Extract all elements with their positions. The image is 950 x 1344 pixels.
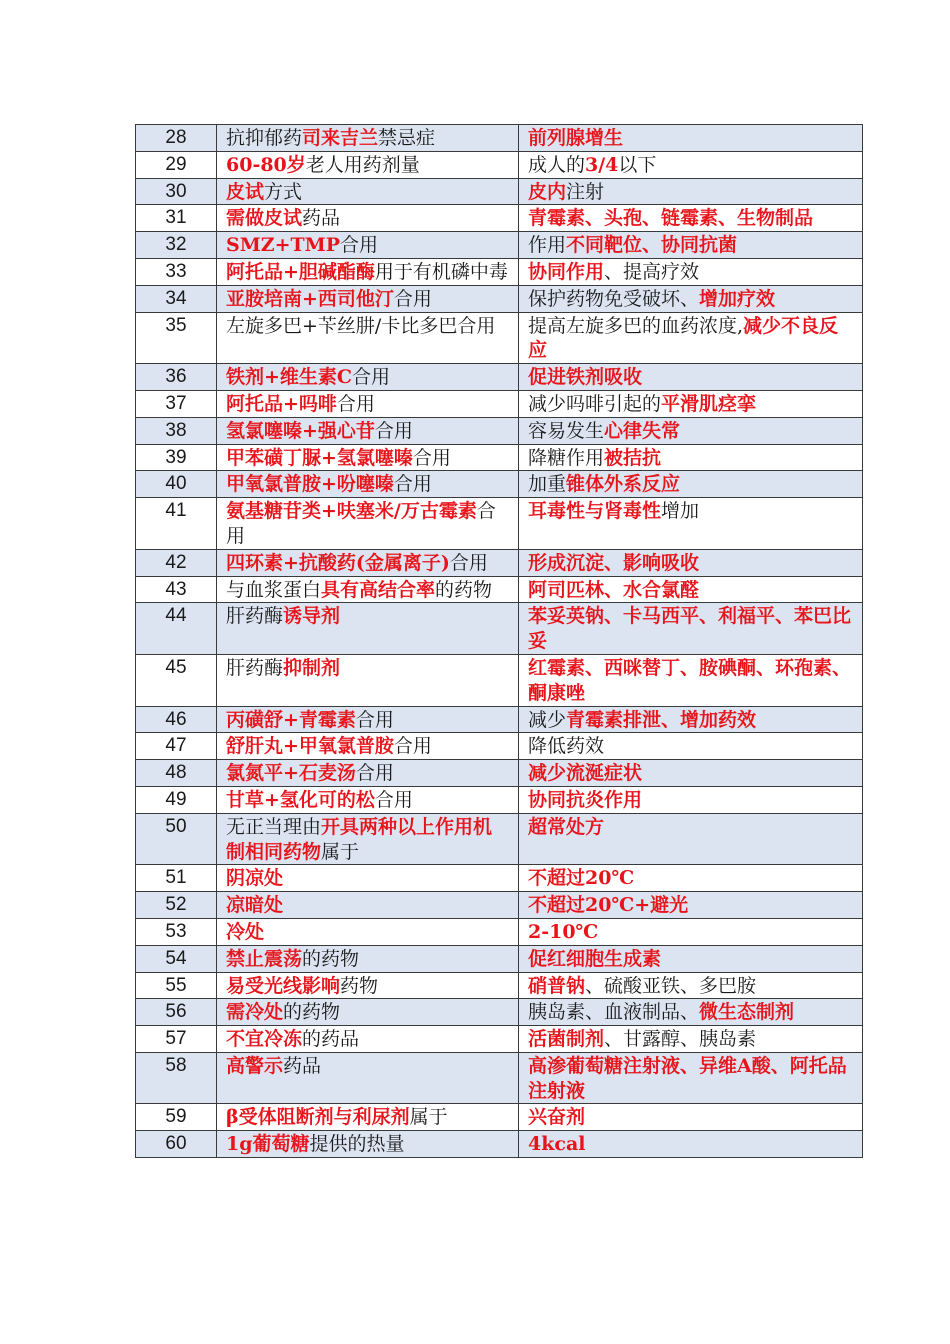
row-number: 36 [136,364,217,391]
plain-text: 左旋多巴+苄丝肼/卡比多巴合用 [226,314,496,337]
row-number: 46 [136,706,217,733]
detail-cell [519,258,863,285]
plain-text: 、甘露醇、胰岛素 [604,1028,757,1051]
highlight-text: 甘草+氢化可的松 [226,788,375,811]
plain-text: 合用 [355,708,394,731]
plain-text: 的药物 [302,947,360,970]
drug-reference-table [135,124,863,1158]
plain-text: 胰岛素、血液制品、 [528,1001,700,1024]
item-cell [217,417,519,444]
plain-text: 合用 [340,234,379,257]
plain-text: 作用 [528,234,567,257]
item-cell [217,918,519,945]
detail-cell [519,285,863,312]
item-cell [217,654,519,706]
plain-text: 属于 [321,840,360,863]
highlight-text: 需冷处 [226,1001,284,1024]
plain-text: 用于有机磷中毒 [374,260,508,283]
detail-cell [519,151,863,178]
plain-text: 无正当理由 [226,815,322,838]
item-cell [217,125,519,152]
highlight-text: 阴凉处 [226,867,284,890]
detail-cell [519,125,863,152]
item-cell [217,444,519,471]
table-row [136,285,863,312]
highlight-text: 禁止震荡 [226,947,303,970]
highlight-text: 心律失常 [604,419,681,442]
row-number: 55 [136,972,217,999]
detail-cell [519,232,863,259]
table-row [136,232,863,259]
row-number: 37 [136,390,217,417]
highlight-text: 红霉素、西咪替丁、胺碘酮、环孢素、酮康唑 [528,656,852,704]
row-number: 57 [136,1026,217,1053]
table-row [136,576,863,603]
item-cell [217,312,519,364]
plain-text: 提供的热量 [309,1133,405,1156]
highlight-text: 司来吉兰 [302,127,379,149]
plain-text: 合用 [393,735,432,758]
highlight-text: 诱导剂 [283,605,341,628]
item-cell [217,471,519,498]
detail-cell [519,603,863,655]
row-number: 40 [136,471,217,498]
detail-cell [519,205,863,232]
table-row [136,918,863,945]
row-number: 28 [136,125,217,152]
row-number: 48 [136,760,217,787]
item-cell [217,390,519,417]
highlight-text: 被拮抗 [604,446,662,469]
highlight-text: 氨基糖苷类+呋塞米/万古霉素 [226,500,477,523]
highlight-text: 不同靶位、协同抗菌 [566,234,738,257]
item-cell [217,151,519,178]
item-cell [217,285,519,312]
plain-text: 合用 [449,551,488,574]
highlight-text: 具有高结合率 [321,578,436,601]
highlight-text: 不超过20℃+避光 [528,894,689,917]
row-number: 50 [136,813,217,865]
plain-text: 降低药效 [528,735,605,758]
highlight-text: 减少流涎症状 [528,762,643,785]
highlight-text: 协同作用 [528,260,605,283]
row-number: 52 [136,892,217,919]
plain-text: 减少吗啡引起的 [528,392,662,415]
highlight-text: 活菌制剂 [528,1028,605,1051]
highlight-text: 阿司匹林、水合氯醛 [528,578,700,601]
table-row [136,1052,863,1104]
item-cell [217,945,519,972]
highlight-text: 需做 [226,207,265,230]
highlight-text: 抑制剂 [283,656,341,679]
row-number: 35 [136,312,217,364]
plain-text: 、硫酸亚铁、多巴胺 [585,974,757,997]
highlight-text: 亚胺培南+西司他汀 [226,287,394,310]
highlight-text: 氯氮平+石麦汤 [226,762,356,785]
row-number: 32 [136,232,217,259]
detail-cell [519,178,863,205]
detail-cell [519,390,863,417]
item-cell [217,1131,519,1158]
row-number: 58 [136,1052,217,1104]
highlight-text: 青霉素、头孢、链霉素、生物制品 [528,207,814,230]
plain-text: 属于 [409,1106,448,1129]
detail-cell [519,813,863,865]
item-cell [217,549,519,576]
plain-text: 成人的 [528,153,586,176]
item-cell [217,178,519,205]
item-cell [217,733,519,760]
table-row [136,312,863,364]
highlight-text: 凉暗处 [226,894,284,917]
item-cell [217,760,519,787]
table-row [136,603,863,655]
item-cell [217,972,519,999]
detail-cell [519,417,863,444]
row-number: 56 [136,999,217,1026]
highlight-text: 皮试 [264,207,303,230]
table-row [136,364,863,391]
plain-text: 合用 [393,473,432,496]
highlight-text: 岁 [286,153,306,176]
detail-cell [519,549,863,576]
highlight-text: 冷处 [226,920,265,943]
plain-text: 合用 [355,762,394,785]
table-row [136,972,863,999]
item-cell [217,786,519,813]
item-cell [217,1104,519,1131]
row-number: 53 [136,918,217,945]
table-row [136,1131,863,1158]
table-row [136,733,863,760]
item-cell [217,813,519,865]
item-cell [217,364,519,391]
highlight-text: 4kcal [528,1133,586,1156]
highlight-text: 增加疗效 [699,287,776,310]
plain-text: 肝药酶 [226,656,284,679]
plain-text: 降糖作用 [528,446,605,469]
item-cell [217,205,519,232]
table-row [136,549,863,576]
item-cell [217,865,519,892]
row-number: 47 [136,733,217,760]
plain-text: 禁忌症 [378,127,436,149]
detail-cell [519,1131,863,1158]
highlight-text: 甲苯磺丁脲+氢氯噻嗪 [226,446,413,469]
detail-cell [519,1052,863,1104]
detail-cell [519,706,863,733]
plain-text: 合用 [374,788,413,811]
plain-text: 合用 [352,366,391,389]
highlight-text: 高警示 [226,1054,284,1077]
row-number: 43 [136,576,217,603]
row-number: 54 [136,945,217,972]
detail-cell [519,1026,863,1053]
highlight-text: 减少不良反应 [528,314,839,362]
highlight-text: 不宜冷冻 [226,1028,303,1051]
plain-text: 抗抑郁药 [226,127,303,149]
row-number: 38 [136,417,217,444]
highlight-text: 微生态制剂 [699,1001,795,1024]
highlight-text: SMZ+TMP [226,234,340,257]
highlight-text: 甲氧氯普胺+吩噻嗪 [226,473,394,496]
highlight-text: 促红细胞生成素 [528,947,662,970]
plain-text: 的药物 [435,578,493,601]
plain-text: 的药品 [302,1028,360,1051]
plain-text: 以下 [618,153,657,176]
plain-text: 药品 [302,207,341,230]
detail-cell [519,471,863,498]
row-number: 60 [136,1131,217,1158]
highlight-text: 促进铁剂吸收 [528,366,643,389]
table-row [136,813,863,865]
plain-text: 合用 [374,419,413,442]
row-number: 44 [136,603,217,655]
highlight-text: 阿托品+胆碱酯酶 [226,260,375,283]
item-cell [217,1052,519,1104]
detail-cell [519,786,863,813]
detail-cell [519,364,863,391]
detail-cell [519,498,863,550]
row-number: 51 [136,865,217,892]
table-row [136,786,863,813]
detail-cell [519,892,863,919]
row-number: 34 [136,285,217,312]
detail-cell [519,1104,863,1131]
detail-cell [519,654,863,706]
table-row [136,151,863,178]
detail-cell [519,312,863,364]
table-row [136,1104,863,1131]
highlight-text: 皮内 [528,180,567,203]
plain-text: 加重 [528,473,567,496]
plain-text: 容易发生 [528,419,605,442]
detail-cell [519,865,863,892]
row-number: 49 [136,786,217,813]
highlight-text: 易受光线影响 [226,974,341,997]
item-cell [217,706,519,733]
table-row [136,999,863,1026]
detail-cell [519,918,863,945]
table-row [136,444,863,471]
plain-text: 的药物 [283,1001,341,1024]
plain-text: 肝药酶 [226,605,284,628]
plain-text: 老人用药剂量 [305,153,420,176]
plain-text: 与血浆蛋白 [226,578,322,601]
plain-text: 合用 [226,500,496,547]
table-row [136,892,863,919]
plain-text: 提高左旋多巴的血药浓度, [528,314,744,337]
item-cell [217,498,519,550]
row-number: 42 [136,549,217,576]
highlight-text: 苯妥英钠、卡马西平、利福平、苯巴比妥 [528,605,852,653]
highlight-text: 60-80 [226,153,287,176]
highlight-text: 协同抗炎作用 [528,788,643,811]
detail-cell [519,576,863,603]
highlight-text: 丙磺舒+青霉素 [226,708,356,731]
row-number: 33 [136,258,217,285]
highlight-text: 锥体外系反应 [566,473,681,496]
plain-text: 减少 [528,708,567,731]
highlight-text: 阿托品+吗啡 [226,392,337,415]
detail-cell [519,972,863,999]
highlight-text: 平滑肌痉挛 [661,392,757,415]
highlight-text: 硝普钠 [528,974,586,997]
table-row [136,654,863,706]
plain-text: 注射 [566,180,605,203]
table-row [136,258,863,285]
highlight-text: 前列腺增生 [528,127,624,149]
row-number: 29 [136,151,217,178]
plain-text: 药品 [283,1054,322,1077]
row-number: 59 [136,1104,217,1131]
highlight-text: 高渗葡萄糖注射液、异维A酸、阿托品注射液 [528,1054,847,1102]
detail-cell [519,760,863,787]
highlight-text: 超常处方 [528,815,605,838]
item-cell [217,258,519,285]
highlight-text: 氢氯噻嗪+强心苷 [226,419,375,442]
table-row [136,760,863,787]
row-number: 39 [136,444,217,471]
item-cell [217,1026,519,1053]
table-row [136,865,863,892]
highlight-text: 耳毒性与肾毒性 [528,500,662,523]
highlight-text: 四环素+抗酸药(金属离子) [226,551,450,574]
highlight-text: 不超过20℃ [528,867,635,890]
highlight-text: 1g葡萄糖 [226,1133,310,1156]
plain-text: 药物 [340,974,379,997]
table-row [136,205,863,232]
detail-cell [519,999,863,1026]
highlight-text: 铁剂+维生素C [226,366,353,389]
plain-text: 合用 [393,287,432,310]
plain-text: 合用 [336,392,375,415]
table-row [136,945,863,972]
table-row [136,417,863,444]
plain-text: 、提高疗效 [604,260,700,283]
detail-cell [519,733,863,760]
highlight-text: 3/4 [585,153,619,176]
plain-text: 保护药物免受破坏、 [528,287,700,310]
table-row [136,706,863,733]
highlight-text: 舒肝丸+甲氧氯普胺 [226,735,394,758]
item-cell [217,576,519,603]
detail-cell [519,444,863,471]
table-row [136,498,863,550]
table-row [136,471,863,498]
table-row [136,178,863,205]
plain-text: 合用 [412,446,451,469]
plain-text: 增加 [661,500,700,523]
highlight-text: 形成沉淀、影响吸收 [528,551,700,574]
plain-text: 方式 [264,180,303,203]
row-number: 41 [136,498,217,550]
highlight-text: 开具两种以上作用机制相同药物 [226,815,493,863]
highlight-text: 兴奋剂 [528,1106,586,1129]
highlight-text: 2-10℃ [528,920,599,943]
row-number: 30 [136,178,217,205]
row-number: 45 [136,654,217,706]
detail-cell [519,945,863,972]
item-cell [217,892,519,919]
table-row [136,390,863,417]
item-cell [217,603,519,655]
item-cell [217,999,519,1026]
row-number: 31 [136,205,217,232]
highlight-text: 皮试 [226,180,265,203]
item-cell [217,232,519,259]
highlight-text: β受体阻断剂与利尿剂 [226,1106,410,1129]
table-row [136,125,863,152]
highlight-text: 青霉素排泄、增加药效 [566,708,757,731]
table-row [136,1026,863,1053]
